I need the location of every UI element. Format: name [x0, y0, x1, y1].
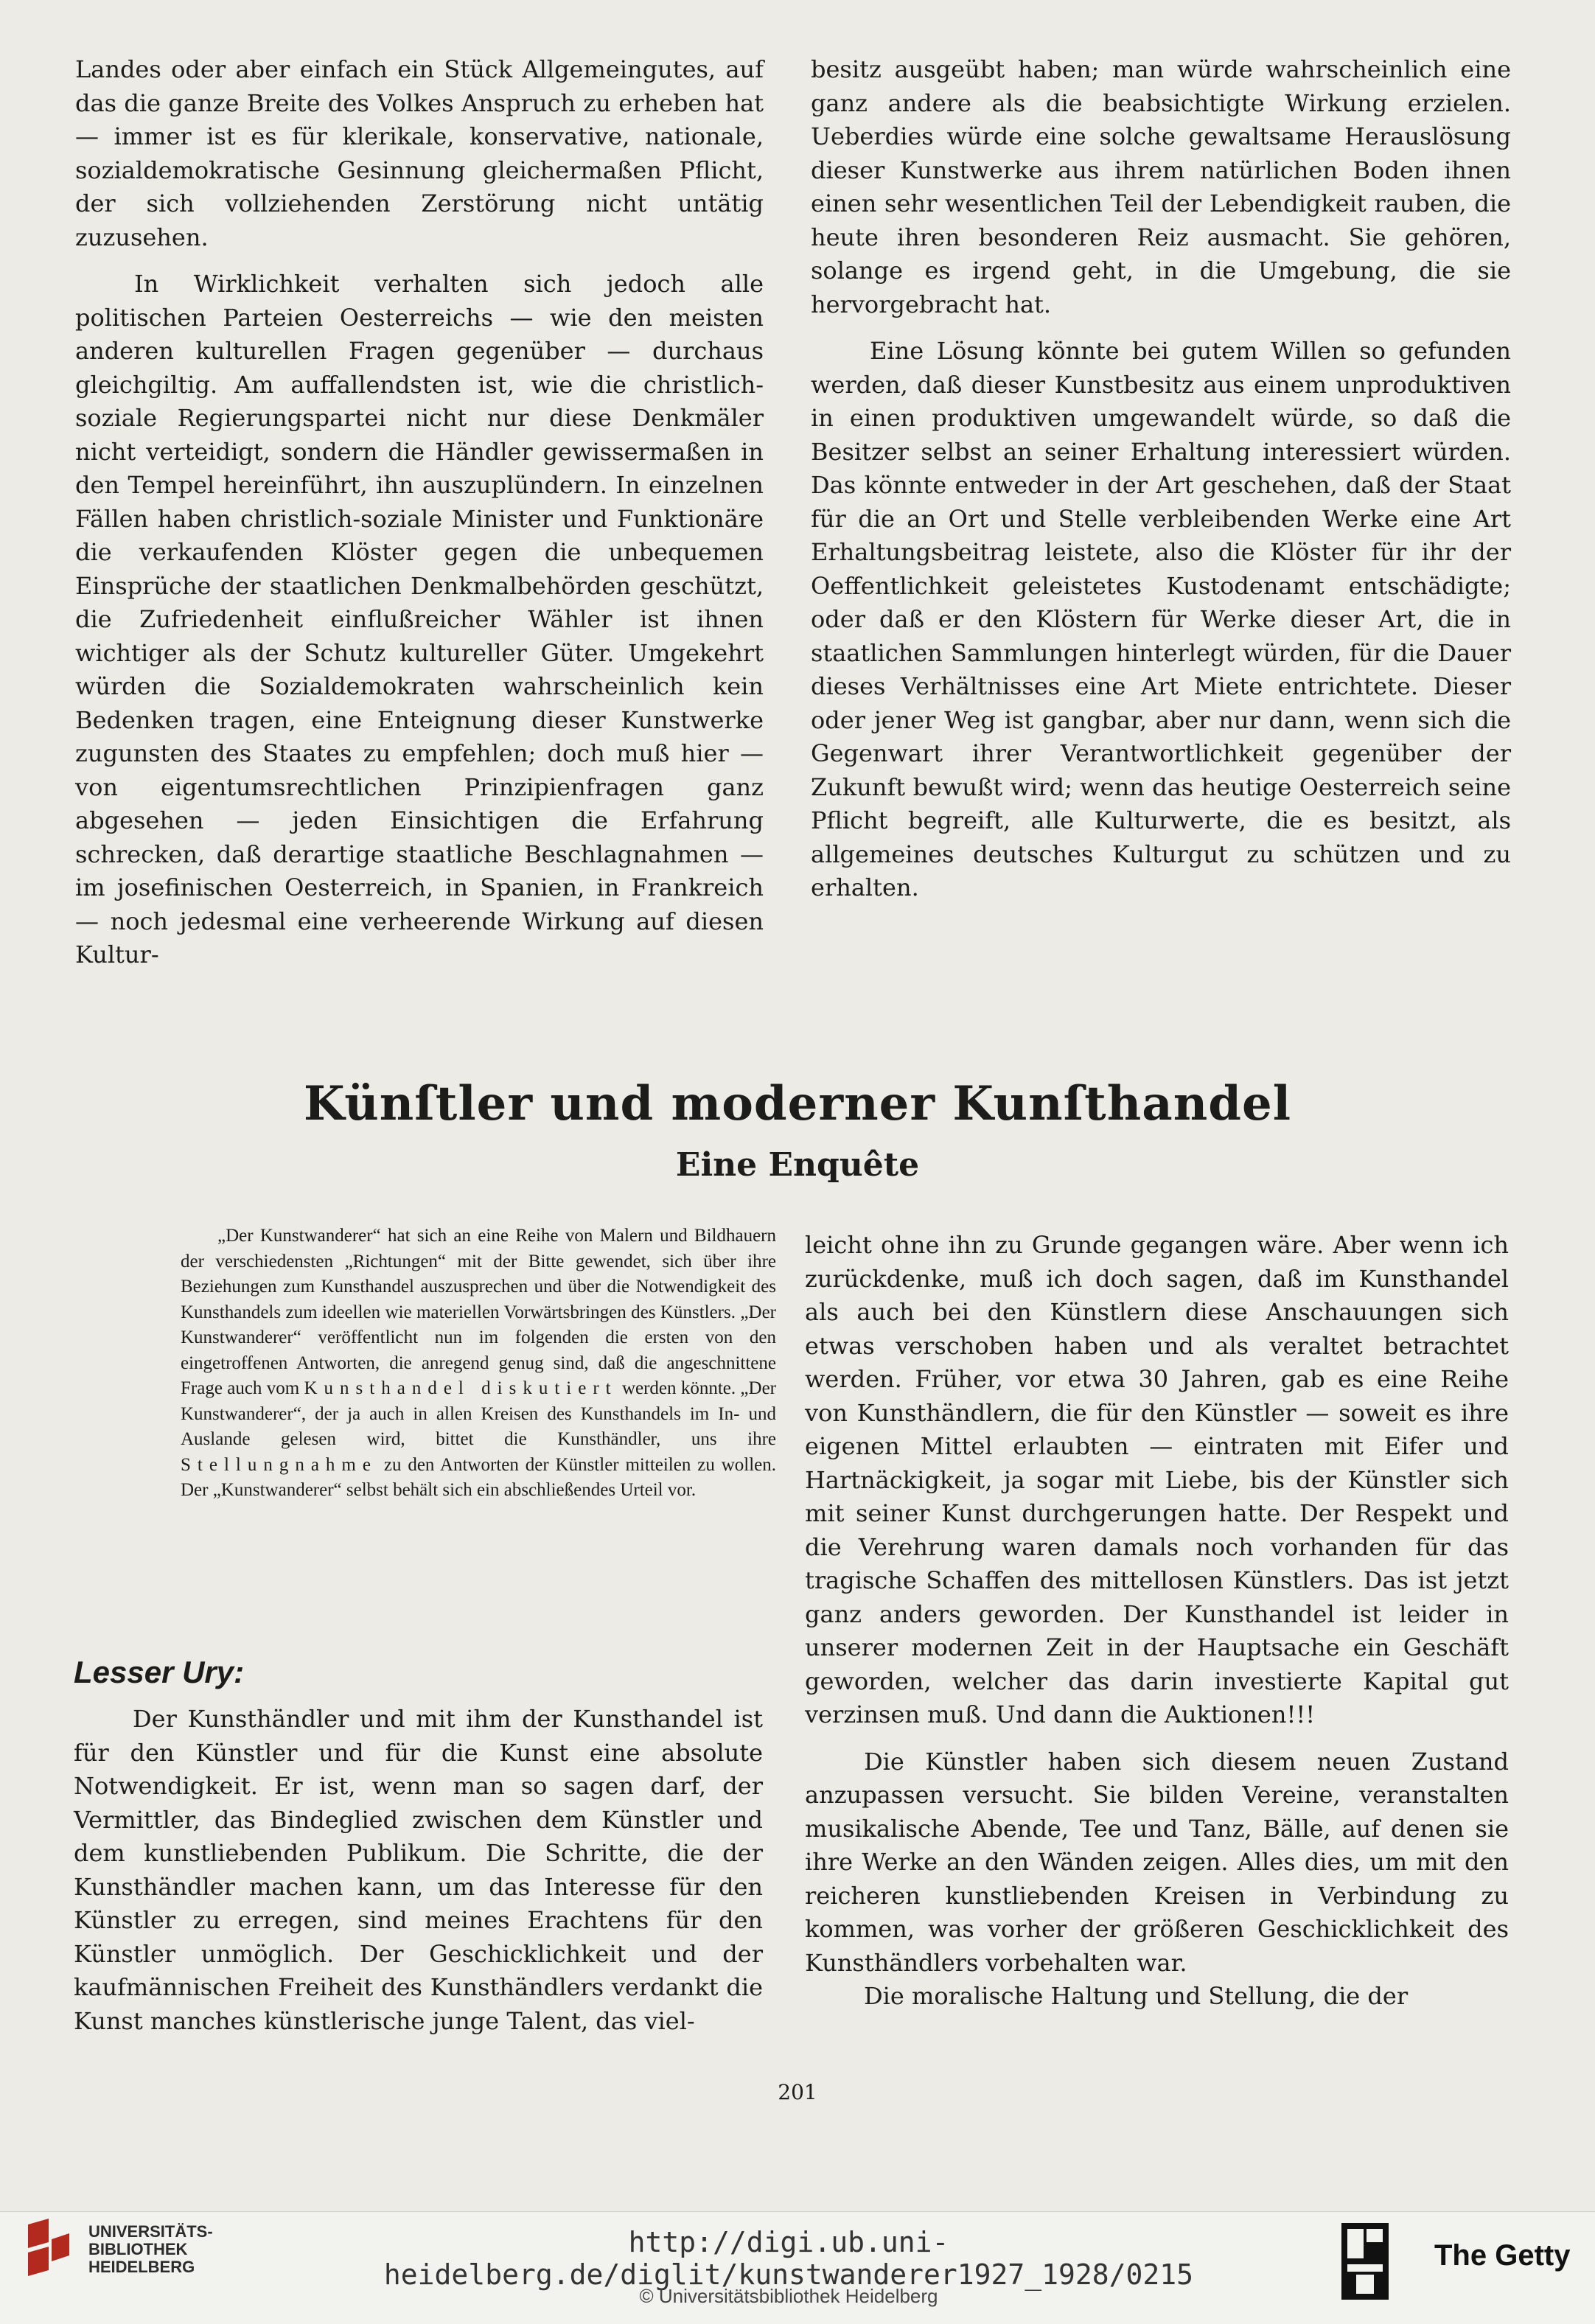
paragraph: Die moralische Haltung und Stellung, die der	[864, 1982, 1409, 2010]
paragraph: In Wirklichkeit verhalten sich jedoch alle politischen Parteien Oesterreichs — wie den meisten anderen kulturellen Fragen gegenüber — durchaus gleichgiltig. Am auffallendsten ist, wie die christlich-soziale Regierungspartei nicht nur diese Denkmäler nicht verteidigt, sondern die Händler gewissermaßen in den Tempel hereinführt, ihn auszuplündern. In einzelnen Fällen haben christlich-soziale Minister und Funktionäre die verkaufenden Klöster gegen die unbequemen Einsprüche der staatlichen Denkmalbehörden geschützt, die Zufriedenheit einflußreicher Wähler ist ihnen wichtiger als der Schutz kultureller Güter. Umgekehrt würden die Sozialdemokraten wahrscheinlich kein Bedenken tragen, eine Enteignung dieser Kunstwerke zugunsten des Staates zu empfehlen; doch muß hier — von eigentumsrechtlichen Prinzipienfragen ganz abgesehen — jeden Einsichtigen die Erfahrung schrecken, daß derartige staatliche Beschlagnahmen — im josefinischen Oesterreich, in Spanien, in Frankreich — noch jedesmal eine verheerende Wirkung auf diesen Kultur-	[75, 270, 764, 969]
copyright-notice: © Universitätsbibliothek Heidelberg	[639, 2285, 938, 2307]
paragraph: besitz ausgeübt haben; man würde wahrscheinlich eine ganz andere als die beabsichtigte Wirkung erzielen. Ueberdies würde eine solche gewaltsame Herauslösung dieser Kunstwerke aus ihrem natürlichen Boden ihnen einen sehr wesentlichen Teil der Lebendigkeit rauben, die heute ihren besonderen Reiz ausmacht. Sie gehören, solange es irgend geht, in die Umgebung, die sie hervorgebracht hat.	[811, 55, 1511, 318]
permalink-url[interactable]: http://digi.ub.uni-heidelberg.de/diglit/kunstwanderer1927_1928/0215	[383, 2226, 1194, 2291]
bottom-left-column	[74, 1703, 763, 2038]
library-name-line: HEIDELBERG	[88, 2258, 195, 2276]
library-name-line: UNIVERSITÄTS-	[88, 2222, 213, 2241]
library-name	[88, 2223, 213, 2276]
paragraph: Landes oder aber einfach ein Stück Allgemeingutes, auf das die ganze Breite des Volkes Anspruch zu erheben hat — immer ist es für klerikale, konservative, nationale, sozialdemokratische Gesinnung gleichermaßen Pflicht, der sich vollziehenden Zerstörung nicht untätig zuzusehen.	[75, 55, 764, 251]
bottom-right-column	[805, 1229, 1509, 2014]
library-name-line: BIBLIOTHEK	[88, 2240, 188, 2258]
paragraph: Der Kunsthändler und mit ihm der Kunsthandel ist für den Künstler und für die Kunst eine absolute Notwendigkeit. Er ist, wenn man so sagen darf, der Vermittler, das Bindeglied zwischen dem Künstler und dem kunstliebenden Publikum. Die Schritte, die der Kunsthändler machen kann, um das Interesse für den Künstler zu erregen, sind meines Erachtens für den Künstler unmöglich. Der Geschicklichkeit und der kaufmännischen Freiheit des Kunsthändlers verdankt die Kunst manches künstlerische junge Talent, das viel-	[74, 1705, 763, 2035]
getty-name: The Getty	[1434, 2239, 1571, 2272]
paragraph: Die Künstler haben sich diesem neuen Zustand anzupassen versucht. Sie bilden Vereine, veranstalten musikalische Abende, Tee und Tanz, Bälle, auf denen sie ihre Werke an den Wänden zeigen. Alles dies, um mit den reicheren kunstliebenden Kreisen in Verbindung zu kommen, was vorher der größeren Geschicklichkeit des Kunsthändlers vorbehalten war.	[805, 1747, 1509, 1977]
author-heading: Lesser Ury:	[74, 1655, 245, 1689]
article-title: Künſtler und moderner Kunſthandel	[303, 1076, 1292, 1131]
getty-logo-icon	[1341, 2223, 1389, 2300]
paragraph: Eine Lösung könnte bei gutem Willen so gefunden werden, daß dieser Kunstbesitz aus einem unproduktiven in einen produktiven umgewandelt würde, so daß die Besitzer selbst an seiner Erhaltung interessiert würden. Das könnte entweder in der Art geschehen, daß der Staat für die an Ort und Stelle verbleibenden Werke eine Art Erhaltungsbeitrag leistete, also die Klöster für ihr der Oeffentlichkeit geleistetes Kustodenamt entschädigte; oder daß er den Klöstern für Werke dieser Art, die in staatlichen Sammlungen hinterlegt würden, für die Dauer dieses Verhältnisses eine Art Miete entrichtete. Dieser oder jener Weg ist gangbar, aber nur dann, wenn sich die Gegenwart ihrer Verantwortlichkeit gegenüber der Zukunft bewußt wird; wenn das heutige Oesterreich seine Pflicht begreift, alle Kulturwerte, die es besitzt, als allgemeines deutsches Kulturgut zu schützen und zu erhalten.	[811, 337, 1511, 901]
article-subtitle: Eine Enquête	[675, 1146, 920, 1184]
intro-text: „Der Kunstwanderer“ hat sich an eine Reihe von Malern und Bildhauern der verschiedensten „Richtungen“ mit der Bitte gewendet, sich über ihre Beziehungen zum Kunsthandel auszusprechen und über die Notwendigkeit des Kunsthandels zum ideellen wie materiellen Vorwärtsbringen des Künstlers. „Der Kunstwanderer“ veröffentlicht nun im folgenden die ersten von den eingetroffenen Antworten, die anregend genug sind, daß die angeschnittene Frage auch vom	[181, 1226, 776, 1398]
top-right-column	[811, 53, 1511, 905]
editorial-intro	[181, 1224, 776, 1504]
intro-spaced-text: Kunsthandel diskutiert	[304, 1378, 618, 1398]
intro-text: zu den Antworten der Künstler mitteilen zu wollen. Der „Kunstwanderer“ selbst behält sich ein abschließendes Urteil vor.	[181, 1454, 776, 1500]
page-number: 201	[778, 2080, 817, 2104]
intro-spaced-text: Stellungnahme	[181, 1454, 377, 1475]
university-library-logo-icon	[22, 2217, 74, 2283]
paragraph: leicht ohne ihn zu Grunde gegangen wäre. Aber wenn ich zurückdenke, muß ich doch sagen, daß im Kunsthandel als auch bei den Künstlern diese Anschauungen sich etwas verschoben haben und als veraltet betrachtet werden. Früher, vor etwa 30 Jahren, gab es eine Reihe von Kunsthändlern, die für den Künstler — soweit es ihre eigenen Mittel erlaubten — eintraten mit Eifer und Hartnäckigkeit, ja sogar mit Liebe, bis der Künstler sich mit seiner Kunst durchgerungen hatte. Der Respekt und die Verehrung waren damals noch vorhanden für das tragische Schaffen des mittellosen Künstlers. Das ist jetzt ganz anders geworden. Der Kunsthandel ist leider in unserer modernen Zeit in der Hauptsache ein Geschäft geworden, welcher das darin investierte Kapital gut verzinsen muß. Und dann die Auktionen!!!	[805, 1231, 1509, 1728]
intro-text: werden könnte. „Der Kunstwanderer“, der ja auch in allen Kreisen des Kunsthandels im In- und Auslande gelesen wird, bittet die Kunsthändler, uns ihre	[181, 1378, 776, 1449]
top-left-column	[75, 53, 764, 972]
